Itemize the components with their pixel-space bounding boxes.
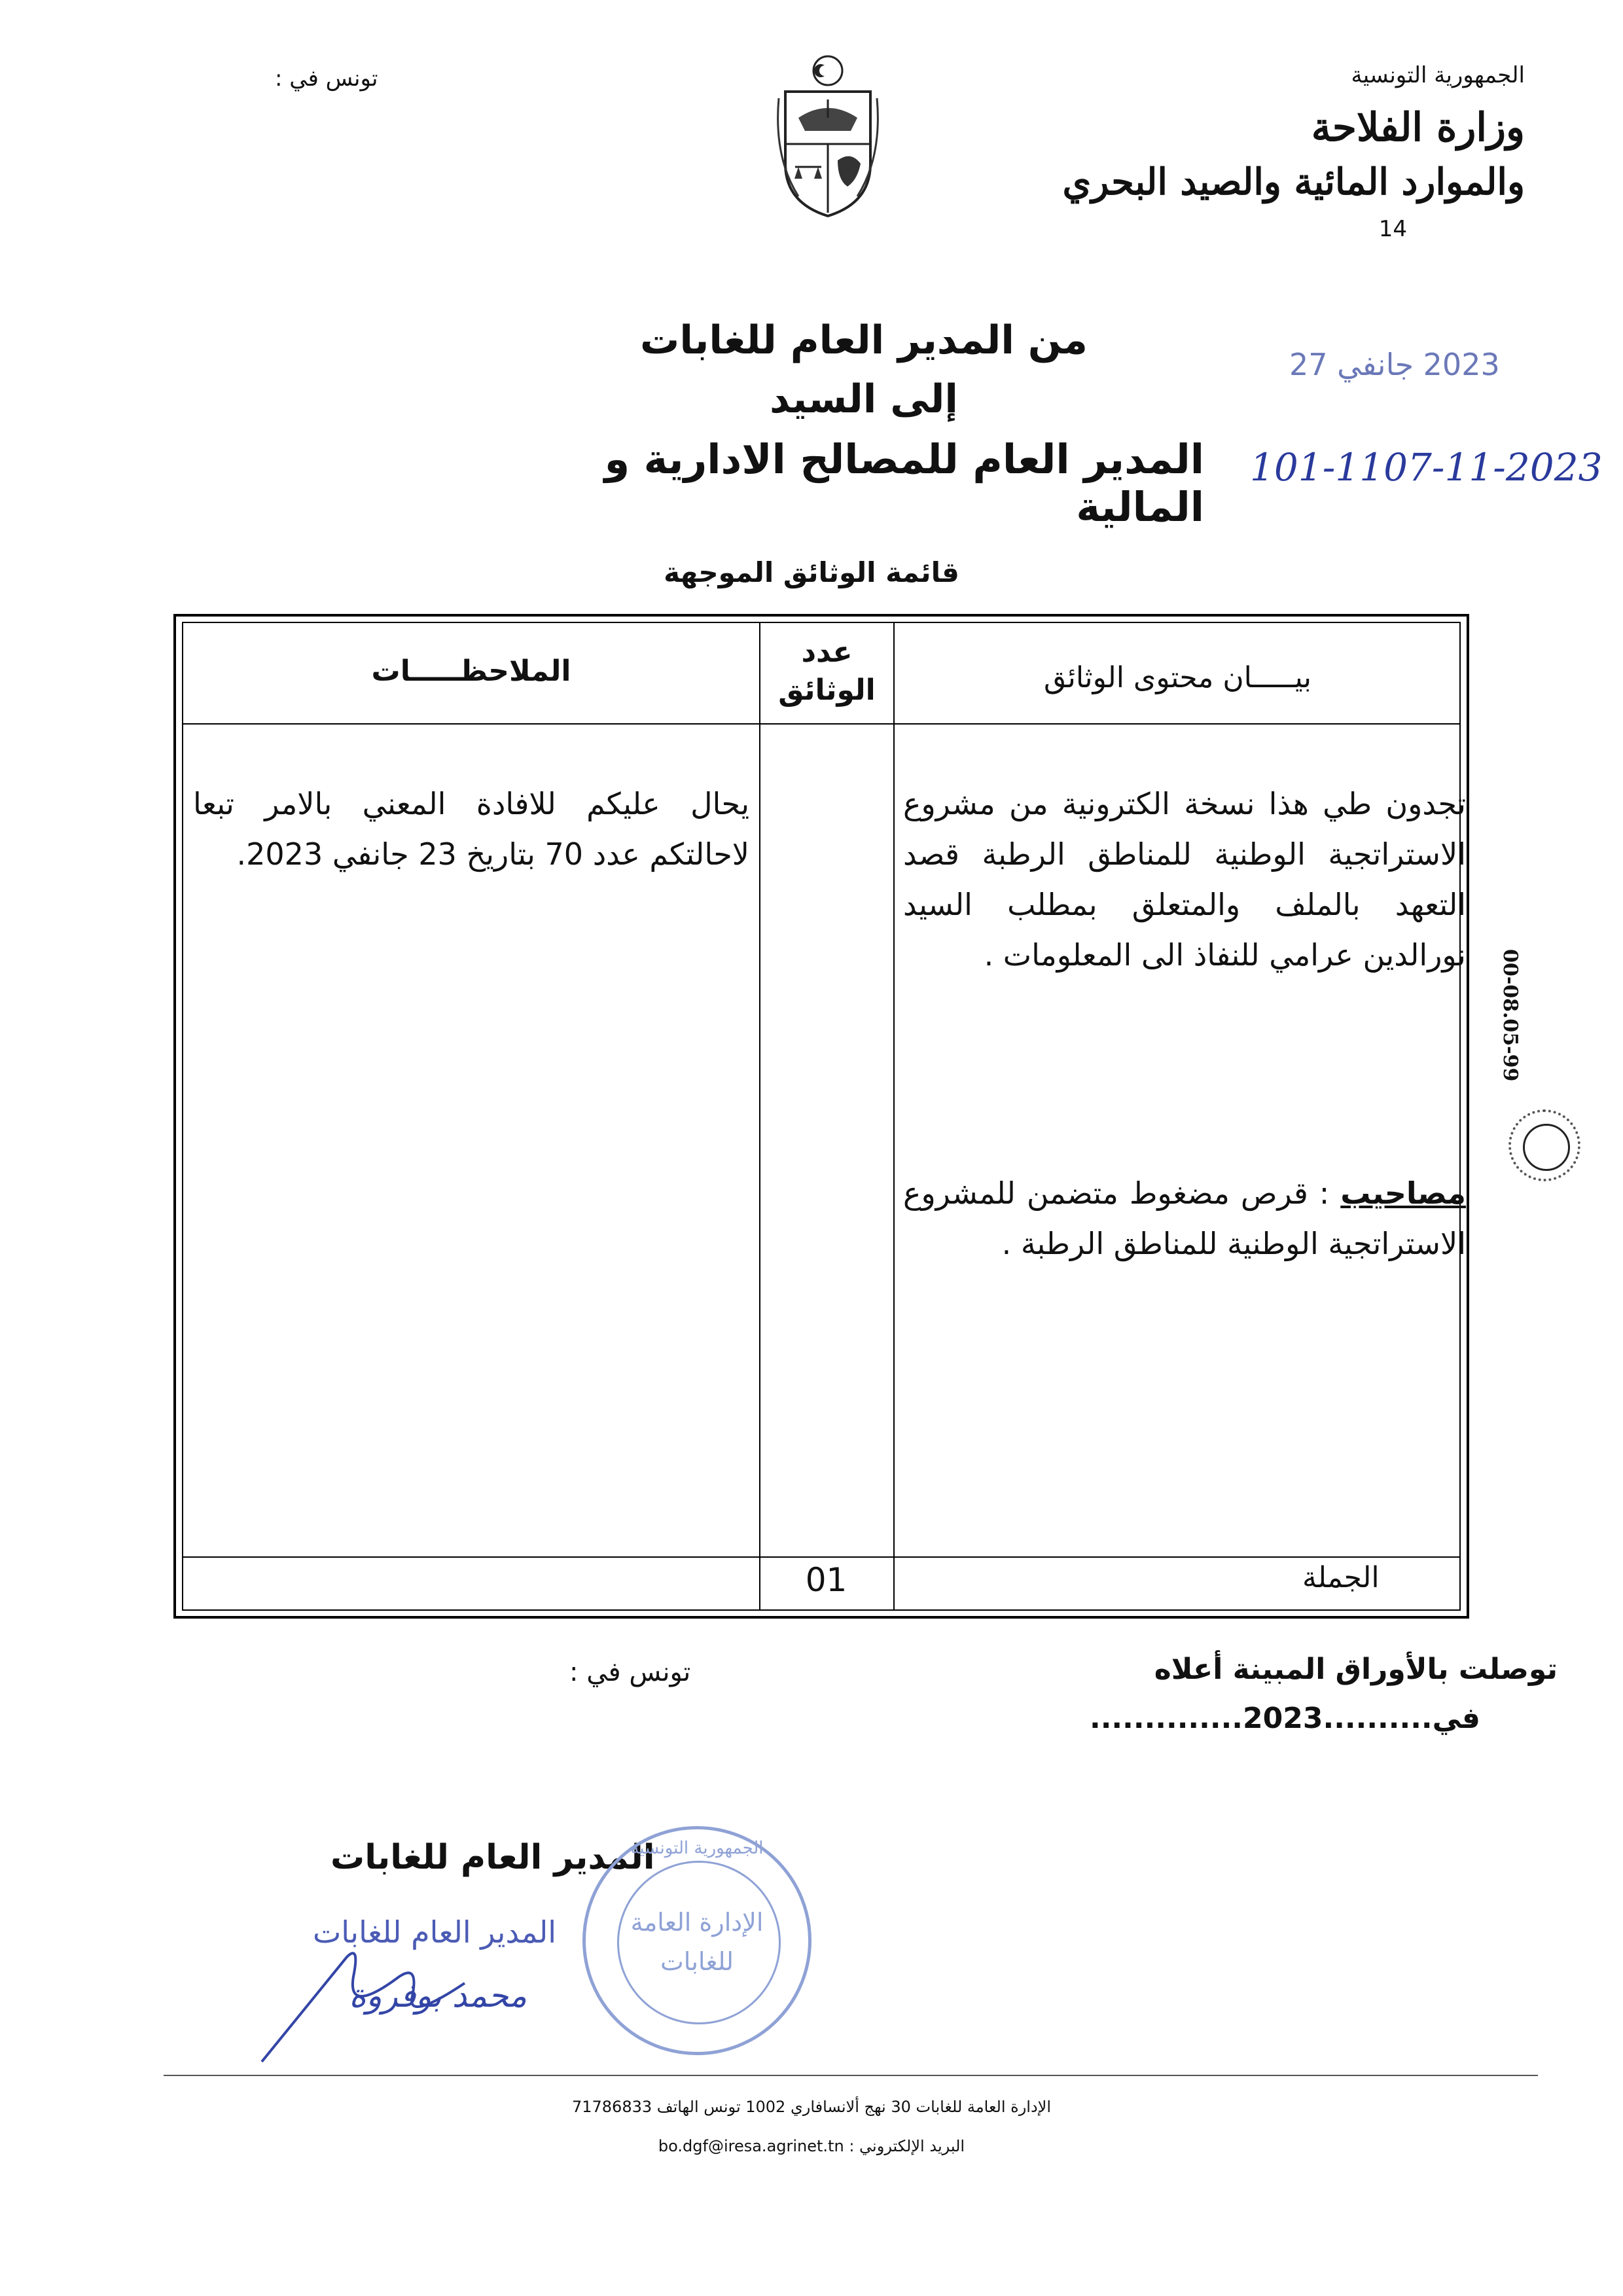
seal-center-line-2: للغابات [660, 1947, 734, 1976]
attachment-label: مصاحيب [1340, 1175, 1466, 1211]
side-registry-code: 00-08.05-99 [1499, 949, 1522, 1082]
documents-table [182, 622, 1461, 1611]
seal-top-text: الجمهورية التونسية [630, 1839, 764, 1858]
handwritten-signature [249, 1937, 484, 2068]
handwritten-reference-number: 101-1107-11-2023 [1250, 445, 1603, 490]
ministry-line-2: والموارد المائية والصيد البحري [1062, 160, 1525, 204]
sender-line: من المدير العام للغابات [640, 317, 1088, 363]
recipient-title: المدير العام للمصالح الادارية و المالية [604, 435, 1204, 531]
attachment-description [903, 1168, 1466, 1269]
addressee-salutation: إلى السيد [770, 376, 958, 422]
total-document-count: 01 [805, 1561, 847, 1599]
city-date-middle: تونس في : [569, 1657, 691, 1687]
signature-stamp-name: محمد بوفروة [349, 1977, 527, 2015]
table-divider-count-content [893, 622, 895, 1611]
tunisia-coat-of-arms-emblem [772, 52, 883, 223]
page-number: 14 [1378, 216, 1407, 242]
city-date-top: تونس في : [275, 65, 378, 92]
receipt-date-line: في..........2023.............. [1090, 1702, 1480, 1735]
total-label: الجملة [1302, 1561, 1380, 1594]
footer-email-line [0, 2137, 1623, 2155]
side-registry-seal [1508, 1109, 1580, 1181]
footer-email: bo.dgf@iresa.agrinet.tn [658, 2137, 844, 2155]
table-divider-notes-count [759, 622, 760, 1611]
content-description: تجدون طي هذا نسخة الكترونية من مشروع الاستراتجية الوطنية للمناطق الرطبة قصد التعهد بالملف والمتعلق بمطلب السيد نورالدين عرامي للنفاذ الى المعلومات . [903, 786, 1466, 973]
republic-label: الجمهورية التونسية [1351, 62, 1525, 88]
signatory-title: المدير العام للغابات [330, 1838, 655, 1877]
header-content: بيـــــان محتوى الوثائق [1043, 661, 1312, 694]
header-document-count: عدد الوثائق [778, 636, 876, 707]
ministry-line-1: وزارة الفلاحة [1311, 105, 1525, 151]
footer-divider [164, 2075, 1538, 2076]
header-notes: الملاحظـــــات [371, 655, 571, 688]
seal-center-line-1: الإدارة العامة [630, 1908, 764, 1937]
seal-inner-ring [617, 1861, 781, 2024]
received-date-stamp: 2023 جانفي 27 [1289, 347, 1500, 382]
attachment-text: : قرص مضغوط متضمن للمشروع الاستراتجية الوطنية للمناطق الرطبة . [903, 1175, 1466, 1261]
notes-text: يحال عليكم للافادة المعني بالامر تبعا لاحالتكم عدد 70 بتاريخ 23 جانفي 2023. [193, 786, 749, 872]
table-total-rule [182, 1556, 1461, 1558]
side-seal-inner-ring [1523, 1124, 1570, 1171]
footer-address: الإدارة العامة للغابات 30 نهج ألانسافاري 1002 تونس الهاتف 71786833 [571, 2098, 1052, 2116]
document-list-title: قائمة الوثائق الموجهة [664, 556, 959, 588]
official-round-seal [582, 1826, 812, 2055]
signature-stamp-title: المدير العام للغابات [312, 1914, 556, 1950]
footer-email-label: البريد الإلكتروني : [849, 2137, 965, 2155]
table-header-rule [182, 723, 1461, 725]
receipt-acknowledgement: توصلت بالأوراق المبينة أعلاه [1154, 1653, 1558, 1686]
